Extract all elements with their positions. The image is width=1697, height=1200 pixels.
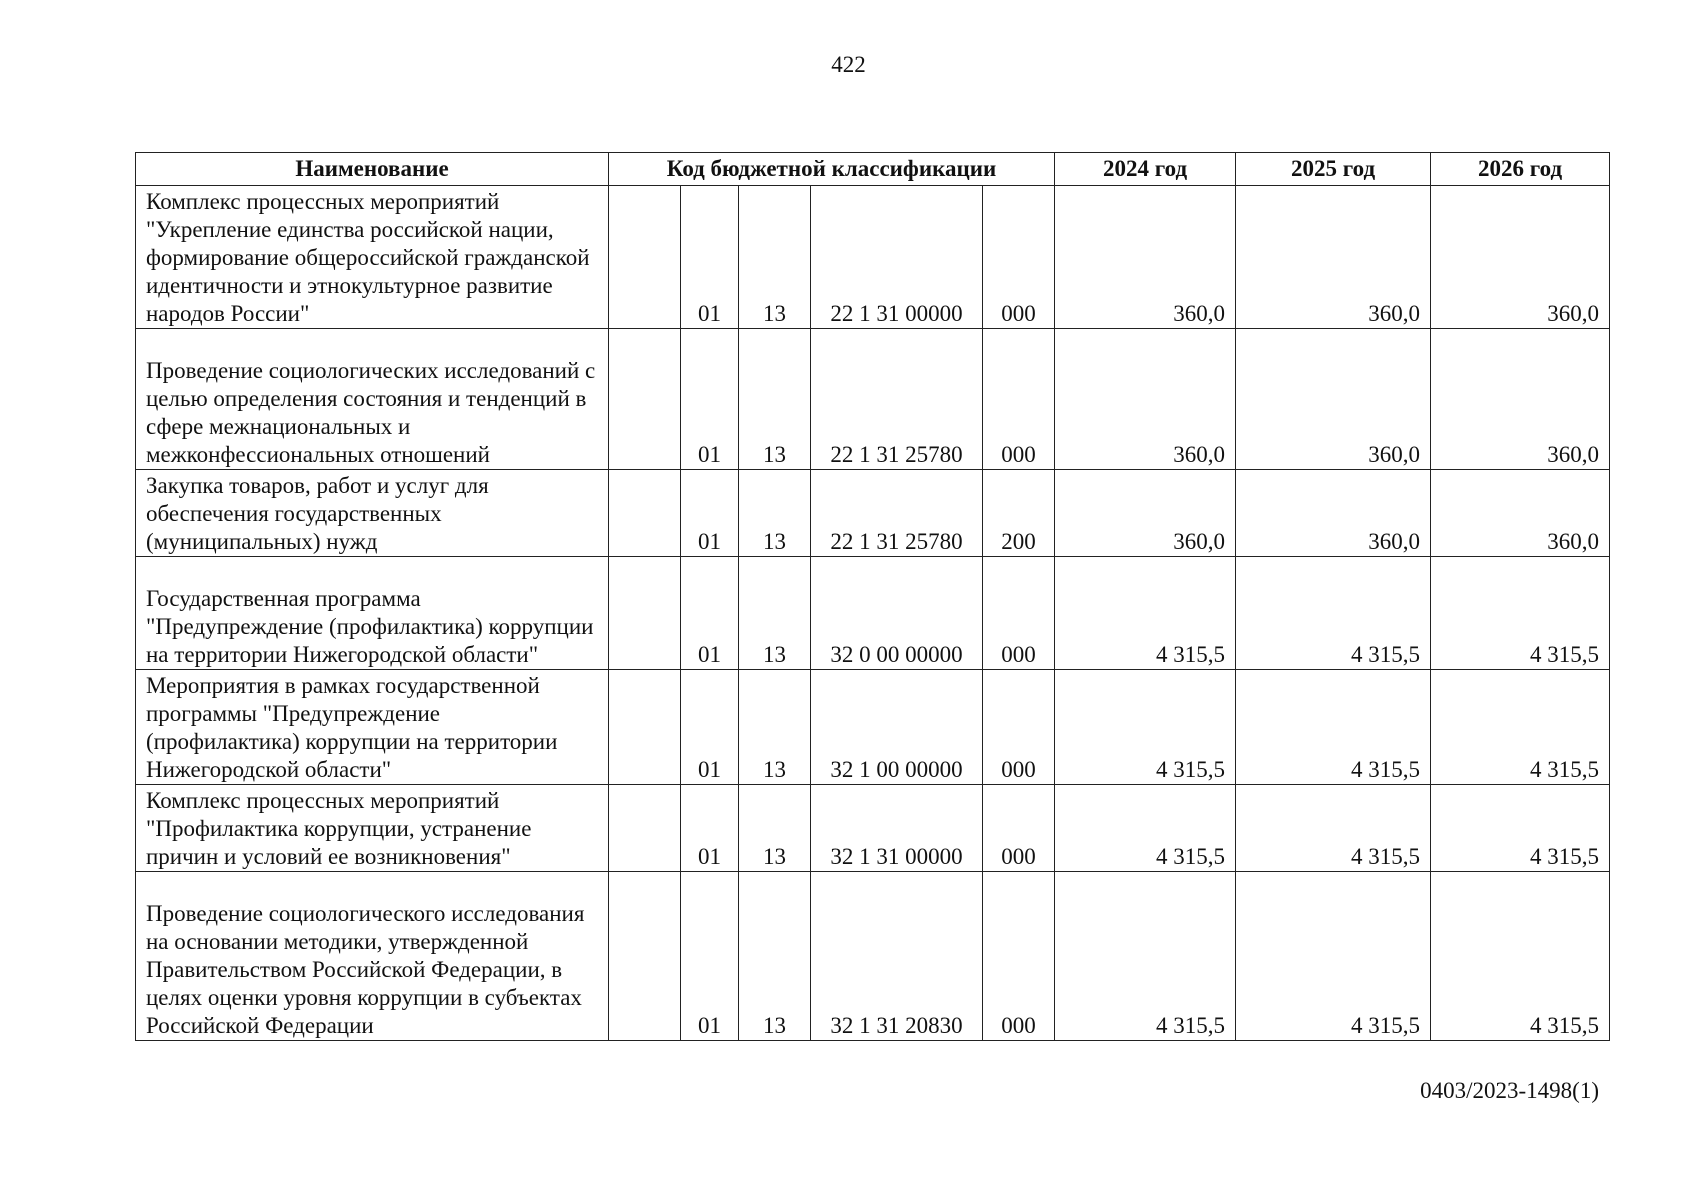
amount-2025: 4 315,5: [1236, 785, 1431, 872]
code-section: [609, 670, 681, 785]
amount-2024: 360,0: [1055, 329, 1236, 470]
table-row: [136, 785, 1610, 872]
code-expense-type: 000: [983, 670, 1055, 785]
amount-2025: 360,0: [1236, 186, 1431, 329]
code-section: [609, 785, 681, 872]
amount-2026: 4 315,5: [1431, 785, 1610, 872]
amount-2026: 360,0: [1431, 470, 1610, 557]
code-subsection: 13: [739, 872, 811, 1041]
amount-2024: 4 315,5: [1055, 557, 1236, 670]
code-target-article: 22 1 31 25780: [811, 470, 983, 557]
row-name: Комплекс процессных мероприятий "Профилактика коррупции, устранение причин и условий ее возникновения": [136, 785, 609, 872]
header-name: Наименование: [136, 153, 609, 186]
row-name: Проведение социологических исследований с целью определения состояния и тенденций в сфере межнациональных и межконфессиональных отношений: [136, 329, 609, 470]
code-target-article: 32 0 00 00000: [811, 557, 983, 670]
code-subsection: 13: [739, 186, 811, 329]
table-row: [136, 186, 1610, 329]
amount-2025: 360,0: [1236, 329, 1431, 470]
code-subsection: 13: [739, 785, 811, 872]
page-number: 422: [831, 52, 866, 77]
code-target-article: 32 1 00 00000: [811, 670, 983, 785]
header-row: [136, 153, 1610, 186]
table-row: [136, 557, 1610, 670]
table-body: [136, 186, 1610, 1041]
amount-2026: 4 315,5: [1431, 872, 1610, 1041]
header-2024: 2024 год: [1055, 153, 1236, 186]
code-section: [609, 186, 681, 329]
code-expense-type: 000: [983, 557, 1055, 670]
amount-2025: 4 315,5: [1236, 557, 1431, 670]
row-name: Государственная программа "Предупреждение (профилактика) коррупции на территории Нижегородской области": [136, 557, 609, 670]
code-section: [609, 470, 681, 557]
amount-2026: 4 315,5: [1431, 670, 1610, 785]
code-target-article: 32 1 31 20830: [811, 872, 983, 1041]
code-chapter: 01: [681, 186, 739, 329]
code-chapter: 01: [681, 557, 739, 670]
amount-2026: 4 315,5: [1431, 557, 1610, 670]
header-code: Код бюджетной классификации: [609, 153, 1055, 186]
document-id: 0403/2023-1498(1): [1420, 1078, 1599, 1103]
header-2025: 2025 год: [1236, 153, 1431, 186]
code-expense-type: 000: [983, 186, 1055, 329]
code-section: [609, 872, 681, 1041]
code-chapter: 01: [681, 872, 739, 1041]
header-2026: 2026 год: [1431, 153, 1610, 186]
amount-2025: 360,0: [1236, 470, 1431, 557]
row-name: Проведение социологического исследования на основании методики, утвержденной Правительством Российской Федерации, в целях оценки уровня коррупции в субъектах Российской Федерации: [136, 872, 609, 1041]
code-chapter: 01: [681, 329, 739, 470]
code-subsection: 13: [739, 557, 811, 670]
amount-2025: 4 315,5: [1236, 872, 1431, 1041]
row-name: Закупка товаров, работ и услуг для обеспечения государственных (муниципальных) нужд: [136, 470, 609, 557]
code-chapter: 01: [681, 670, 739, 785]
code-expense-type: 000: [983, 329, 1055, 470]
code-chapter: 01: [681, 785, 739, 872]
table-row: [136, 329, 1610, 470]
amount-2025: 4 315,5: [1236, 670, 1431, 785]
code-chapter: 01: [681, 470, 739, 557]
amount-2024: 4 315,5: [1055, 872, 1236, 1041]
code-target-article: 22 1 31 25780: [811, 329, 983, 470]
code-expense-type: 000: [983, 872, 1055, 1041]
amount-2026: 360,0: [1431, 186, 1610, 329]
code-subsection: 13: [739, 670, 811, 785]
code-expense-type: 200: [983, 470, 1055, 557]
code-target-article: 22 1 31 00000: [811, 186, 983, 329]
row-name: Мероприятия в рамках государственной программы "Предупреждение (профилактика) коррупции на территории Нижегородской области": [136, 670, 609, 785]
row-name: Комплекс процессных мероприятий "Укрепление единства российской нации, формирование общероссийской гражданской идентичности и этнокультурное развитие народов России": [136, 186, 609, 329]
amount-2026: 360,0: [1431, 329, 1610, 470]
code-subsection: 13: [739, 470, 811, 557]
budget-table: [135, 152, 1610, 1041]
code-expense-type: 000: [983, 785, 1055, 872]
code-section: [609, 557, 681, 670]
amount-2024: 360,0: [1055, 186, 1236, 329]
code-target-article: 32 1 31 00000: [811, 785, 983, 872]
table-row: [136, 470, 1610, 557]
code-section: [609, 329, 681, 470]
code-subsection: 13: [739, 329, 811, 470]
table-header: [136, 153, 1610, 186]
table-row: [136, 670, 1610, 785]
amount-2024: 4 315,5: [1055, 785, 1236, 872]
amount-2024: 4 315,5: [1055, 670, 1236, 785]
table-row: [136, 872, 1610, 1041]
amount-2024: 360,0: [1055, 470, 1236, 557]
